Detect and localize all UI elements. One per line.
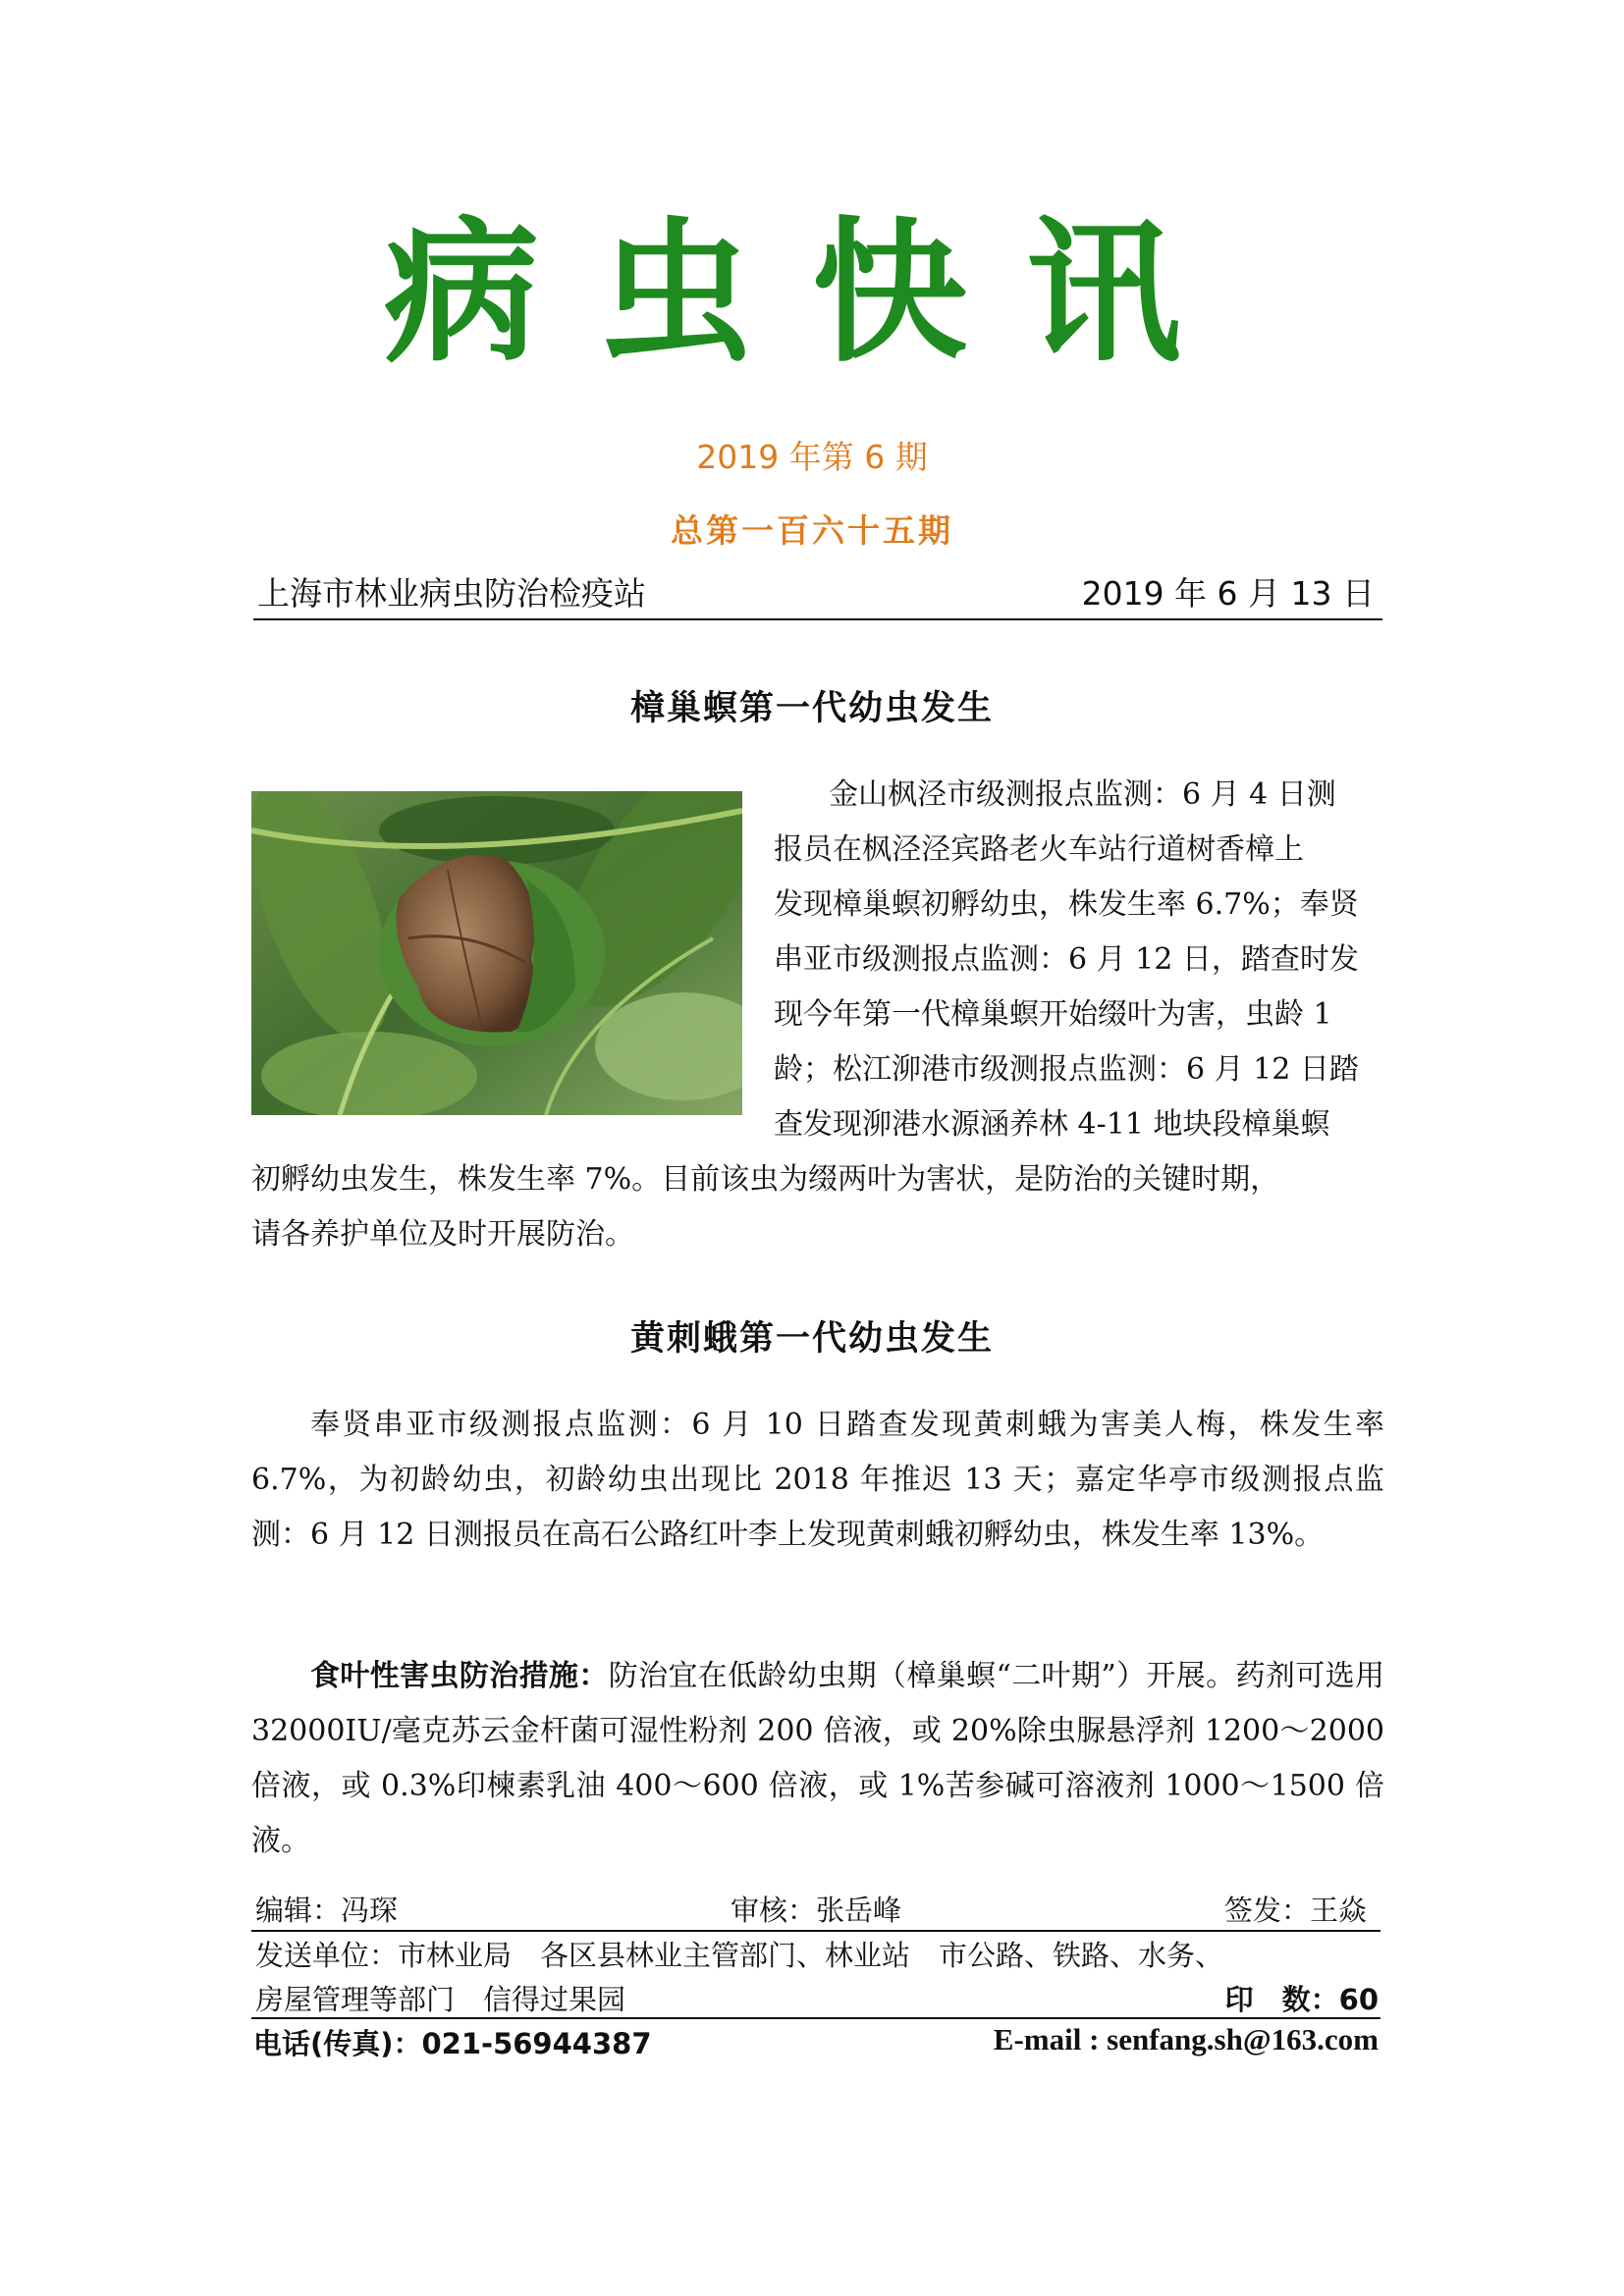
- section1-tail-line-1: 初孵幼虫发生，株发生率 7%。目前该虫为缀两叶为害状，是防治的关键时期，: [251, 1162, 1280, 1197]
- issue-total-number: 总第一百六十五期: [671, 511, 953, 550]
- leaf-nest-photo: [251, 791, 742, 1115]
- control-measures-label: 食叶性害虫防治措施：: [310, 1659, 609, 1693]
- contact-email: E-mail : senfang.sh@163.com: [993, 2022, 1379, 2056]
- section-title-camphor-moth: 樟巢螟第一代幼虫发生: [629, 689, 994, 728]
- contact-phone: 电话(传真)：021-56944387: [253, 2027, 652, 2060]
- section1-line-4: 串亚市级测报点监测：6 月 12 日，踏查时发: [774, 942, 1359, 977]
- section1-line-6: 龄；松江泖港市级测报点监测：6 月 12 日踏: [774, 1052, 1359, 1087]
- print-count: 印 数：60: [1224, 1983, 1379, 2016]
- section1-line-7: 查发现泖港水源涵养林 4-11 地块段樟巢螟: [774, 1107, 1330, 1142]
- footer-divider-1: [251, 1930, 1380, 1932]
- reviewer: 审核：张岳峰: [731, 1894, 902, 1927]
- leaf-nest-image: [251, 791, 742, 1115]
- organization-name: 上海市林业病虫防治检疫站: [257, 574, 646, 613]
- section1-tail-line-2: 请各养护单位及时开展防治。: [251, 1217, 634, 1252]
- header-row: [253, 569, 1382, 620]
- footer-divider-2: [251, 2017, 1380, 2019]
- section-title-nettle-moth: 黄刺蛾第一代幼虫发生: [629, 1319, 994, 1359]
- section1-line-2: 报员在枫泾泾宾路老火车站行道树香樟上: [774, 832, 1304, 867]
- section1-line-1: 金山枫泾市级测报点监测：6 月 4 日测: [829, 777, 1336, 812]
- control-measures-text: 防治宜在低龄幼虫期（樟巢螟“二叶期”）开展。药剂可选用 32000IU/毫克苏云金杆菌可湿性粉剂 200 倍液，或 20%除虫脲悬浮剂 1200～2000 倍液，或 0.3%印楝素乳油 400～600 倍液，或 1%苦参碱可溶液剂 1000～1500 倍液。: [251, 1659, 1384, 1858]
- control-measures-paragraph: [251, 1649, 1384, 1869]
- issue-number: 2019 年第 6 期: [696, 438, 928, 476]
- section2-paragraph: 奉贤串亚市级测报点监测：6 月 10 日踏查发现黄刺蛾为害美人梅，株发生率 6.7%，为初龄幼虫，初龄幼虫出现比 2018 年推迟 13 天；嘉定华亭市级测报点监测：6 月 12 日测报员在高石公路红叶李上发现黄刺蛾初孵幼虫，株发生率 13%。: [251, 1408, 1384, 1552]
- section1-line-5: 现今年第一代樟巢螟开始缀叶为害，虫龄 1: [774, 997, 1332, 1032]
- publish-date: 2019 年 6 月 13 日: [1081, 574, 1375, 613]
- footer-credits: [251, 1889, 1380, 1928]
- section1-tail-text: [251, 1152, 1384, 1262]
- recipients-line-2: 房屋管理等部门 信得过果园: [255, 1983, 626, 2016]
- masthead-title: 病虫快讯: [384, 202, 1240, 384]
- editor: 编辑：冯琛: [255, 1894, 399, 1927]
- recipients-line-1: 发送单位：市林业局 各区县林业主管部门、林业站 市公路、铁路、水务、: [255, 1939, 1224, 1972]
- section1-line-3: 发现樟巢螟初孵幼虫，株发生率 6.7%；奉贤: [774, 887, 1359, 922]
- issuer: 签发：王焱: [1223, 1894, 1367, 1927]
- section1-right-text: [774, 768, 1384, 1152]
